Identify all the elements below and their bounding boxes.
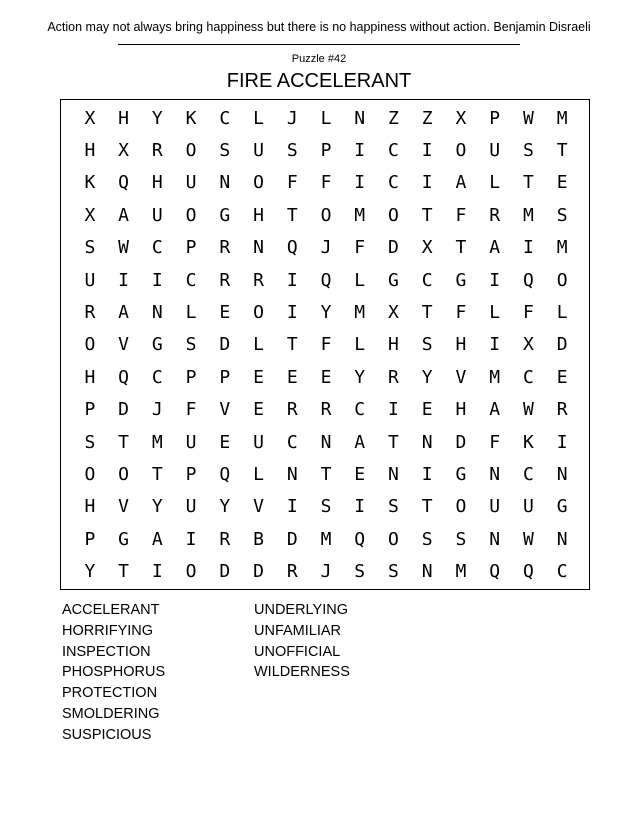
grid-cell: H <box>84 366 96 388</box>
grid-cell: C <box>522 464 534 486</box>
grid-cell: G <box>556 496 568 518</box>
word-list-item: SMOLDERING <box>62 705 160 722</box>
grid-cell: M <box>320 528 332 550</box>
grid-cell: H <box>455 334 467 356</box>
grid-cell: T <box>286 334 298 356</box>
grid-cell: F <box>320 334 332 356</box>
grid-cell: X <box>421 237 433 259</box>
grid-cell: X <box>455 107 467 129</box>
grid-cell: L <box>489 302 501 324</box>
grid-cell: F <box>320 172 332 194</box>
grid-cell: N <box>489 464 501 486</box>
grid-cell: D <box>388 237 399 259</box>
grid-cell: E <box>320 366 332 388</box>
grid-cell: N <box>489 528 501 550</box>
grid-cell: I <box>118 269 129 291</box>
grid-cell: H <box>84 140 96 162</box>
grid-cell: S <box>219 140 231 162</box>
grid-cell: O <box>455 140 467 162</box>
grid-cell: Q <box>286 237 298 259</box>
grid-cell: T <box>118 431 129 453</box>
grid-cell: R <box>286 561 298 583</box>
grid-cell: O <box>185 561 197 583</box>
grid-cell: C <box>185 269 197 291</box>
grid-cell: H <box>118 107 129 129</box>
grid-cell: F <box>286 172 298 194</box>
grid-cell: E <box>253 399 264 421</box>
grid-cell: T <box>421 204 433 226</box>
grid-cell: R <box>219 269 231 291</box>
grid-cell: J <box>151 399 163 421</box>
grid-cell: L <box>489 172 501 194</box>
grid-cell: N <box>421 561 433 583</box>
grid-cell: O <box>253 172 264 194</box>
grid-cell: I <box>354 140 366 162</box>
grid-cell: J <box>286 107 298 129</box>
grid-cell: Q <box>522 269 534 291</box>
grid-cell: O <box>118 464 129 486</box>
grid-cell: H <box>151 172 163 194</box>
grid-cell: S <box>84 431 96 453</box>
grid-cell: U <box>522 496 534 518</box>
grid-cell: W <box>522 107 534 129</box>
grid-cell: D <box>455 431 467 453</box>
grid-cell: S <box>185 334 197 356</box>
grid-cell: K <box>522 431 534 453</box>
grid-cell: Q <box>219 464 231 486</box>
grid-cell: P <box>489 107 501 129</box>
grid-cell: T <box>421 302 433 324</box>
grid-cell: G <box>455 464 467 486</box>
grid-cell: J <box>320 237 332 259</box>
grid-cell: F <box>455 204 467 226</box>
grid-cell: N <box>421 431 433 453</box>
grid-cell: M <box>489 366 501 388</box>
grid-cell: R <box>320 399 332 421</box>
grid-cell: Y <box>151 496 163 518</box>
word-list-item: PHOSPHORUS <box>62 664 166 681</box>
grid-cell: Y <box>320 302 332 324</box>
word-list-item: HORRIFYING <box>62 622 154 639</box>
grid-cell: L <box>253 107 264 129</box>
word-list-item: WILDERNESS <box>254 664 350 681</box>
grid-cell: U <box>185 496 197 518</box>
grid-cell: H <box>84 496 96 518</box>
grid-cell: P <box>185 464 197 486</box>
grid-cell: F <box>522 302 534 324</box>
grid-cell: Y <box>84 561 96 583</box>
grid-cell: O <box>320 204 332 226</box>
grid-cell: A <box>455 172 467 194</box>
grid-cell: T <box>388 431 399 453</box>
grid-cell: R <box>151 140 163 162</box>
grid-cell: U <box>253 431 264 453</box>
grid-cell: I <box>489 334 501 356</box>
grid-cell: R <box>84 302 96 324</box>
grid-cell: C <box>354 399 366 421</box>
grid-cell: F <box>489 431 501 453</box>
grid-cell: G <box>219 204 231 226</box>
word-list-item: UNFAMILIAR <box>254 622 342 639</box>
grid-cell: R <box>489 204 501 226</box>
grid-cell: P <box>219 366 231 388</box>
grid-cell: M <box>354 302 366 324</box>
grid-cell: R <box>253 269 264 291</box>
grid-cell: Y <box>421 366 433 388</box>
grid-cell: C <box>286 431 298 453</box>
grid-cell: I <box>421 172 433 194</box>
grid-cell: S <box>421 528 433 550</box>
grid-cell: E <box>253 366 264 388</box>
grid-cell: K <box>185 107 197 129</box>
grid-cell: S <box>84 237 96 259</box>
grid-cell: X <box>522 334 534 356</box>
grid-cell: I <box>286 302 298 324</box>
grid-cell: V <box>118 334 129 356</box>
grid-cell: R <box>388 366 399 388</box>
grid-cell: W <box>118 237 129 259</box>
grid-cell: U <box>151 204 163 226</box>
grid-cell: F <box>455 302 467 324</box>
word-list-item: UNOFFICIAL <box>254 643 341 660</box>
grid-cell: C <box>421 269 433 291</box>
grid-cell: M <box>354 204 366 226</box>
grid-cell: S <box>320 496 332 518</box>
grid-cell: T <box>286 204 298 226</box>
grid-cell: A <box>354 431 366 453</box>
grid-cell: S <box>388 496 399 518</box>
grid-cell: E <box>286 366 298 388</box>
grid-cell: Q <box>489 561 501 583</box>
grid-cell: Q <box>118 366 129 388</box>
grid-cell: P <box>84 399 96 421</box>
grid-cell: P <box>320 140 332 162</box>
grid-cell: C <box>219 107 231 129</box>
word-list-item: UNDERLYING <box>254 602 348 618</box>
grid-cell: D <box>118 399 129 421</box>
grid-cell: L <box>253 334 264 356</box>
grid-cell: X <box>84 204 96 226</box>
grid-cell: O <box>84 334 96 356</box>
grid-cell: H <box>388 334 399 356</box>
grid-cell: I <box>151 269 163 291</box>
grid-cell: V <box>219 399 231 421</box>
grid-cell: E <box>556 172 568 194</box>
grid-cell: L <box>354 269 366 291</box>
grid-cell: T <box>118 561 129 583</box>
grid-cell: T <box>522 172 534 194</box>
grid-cell: K <box>84 172 96 194</box>
grid-cell: V <box>253 496 264 518</box>
grid-cell: D <box>219 561 231 583</box>
grid-cell: E <box>354 464 366 486</box>
grid-cell: O <box>253 302 264 324</box>
grid-cell: L <box>556 302 568 324</box>
grid-cell: O <box>185 140 197 162</box>
grid-cell: W <box>522 528 534 550</box>
quote-header: Action may not always bring happiness but there is no happiness without action. Benjamin Disraeli <box>47 20 591 34</box>
grid-cell: C <box>388 172 399 194</box>
grid-cell: V <box>455 366 467 388</box>
grid-cell: R <box>219 528 231 550</box>
grid-cell: G <box>455 269 467 291</box>
grid-cell: B <box>253 528 264 550</box>
grid-cell: T <box>421 496 433 518</box>
grid-cell: N <box>219 172 231 194</box>
grid-cell: S <box>522 140 534 162</box>
grid-cell: T <box>556 140 568 162</box>
grid-cell: U <box>489 140 501 162</box>
grid-cell: H <box>455 399 467 421</box>
grid-cell: C <box>522 366 534 388</box>
grid-cell: U <box>185 172 197 194</box>
grid-cell: L <box>185 302 197 324</box>
grid-cell: M <box>522 204 534 226</box>
grid-cell: O <box>388 528 399 550</box>
grid-cell: P <box>84 528 96 550</box>
grid-cell: L <box>320 107 332 129</box>
grid-cell: U <box>185 431 197 453</box>
grid-cell: C <box>556 561 568 583</box>
grid-cell: R <box>219 237 231 259</box>
grid-cell: S <box>421 334 433 356</box>
grid-cell: N <box>354 107 366 129</box>
grid-cell: A <box>118 204 129 226</box>
grid-cell: P <box>185 237 197 259</box>
grid-cell: R <box>556 399 568 421</box>
grid-cell: I <box>286 269 298 291</box>
grid-cell: G <box>151 334 163 356</box>
grid-cell: O <box>556 269 568 291</box>
grid-cell: O <box>455 496 467 518</box>
grid-cell: S <box>388 561 399 583</box>
grid-cell: T <box>320 464 332 486</box>
grid-cell: A <box>489 399 501 421</box>
grid-cell: N <box>556 464 568 486</box>
grid-cell: W <box>522 399 534 421</box>
grid-cell: N <box>556 528 568 550</box>
grid-cell: P <box>185 366 197 388</box>
grid-cell: O <box>388 204 399 226</box>
word-list-column-2 <box>254 600 350 683</box>
grid-cell: I <box>421 464 433 486</box>
grid-cell: T <box>151 464 163 486</box>
header-divider <box>118 44 520 45</box>
grid-cell: U <box>84 269 96 291</box>
grid-cell: H <box>253 204 264 226</box>
grid-cell: I <box>556 431 568 453</box>
grid-cell: A <box>151 528 163 550</box>
grid-cell: F <box>354 237 366 259</box>
grid-cell: E <box>219 431 231 453</box>
grid-cell: Z <box>421 107 433 129</box>
word-list-item: PROTECTION <box>62 685 158 702</box>
puzzle-number: Puzzle #42 <box>291 53 347 65</box>
grid-cell: D <box>253 561 264 583</box>
grid-cell: S <box>455 528 467 550</box>
grid-cell: U <box>253 140 264 162</box>
grid-cell: I <box>286 496 298 518</box>
grid-cell: A <box>118 302 129 324</box>
grid-cell: I <box>354 172 366 194</box>
grid-cell: S <box>286 140 298 162</box>
grid-cell: J <box>320 561 332 583</box>
grid-cell: T <box>455 237 467 259</box>
grid-cell: I <box>185 528 197 550</box>
grid-cell: E <box>219 302 231 324</box>
grid-cell: I <box>421 140 433 162</box>
grid-cell: D <box>556 334 568 356</box>
word-list-column-1 <box>62 600 165 746</box>
grid-cell: U <box>489 496 501 518</box>
grid-cell: M <box>455 561 467 583</box>
grid-cell: O <box>84 464 96 486</box>
word-list-item: INSPECTION <box>62 643 151 660</box>
grid-cell: N <box>151 302 163 324</box>
word-list-item: ACCELERANT <box>62 602 160 618</box>
grid-cell: G <box>118 528 129 550</box>
grid-cell: M <box>556 237 568 259</box>
grid-cell: C <box>151 237 163 259</box>
grid-cell: I <box>522 237 534 259</box>
puzzle-title: FIRE ACCELERANT <box>226 70 412 92</box>
grid-cell: M <box>151 431 163 453</box>
letter-grid <box>73 102 579 588</box>
grid-cell: E <box>421 399 433 421</box>
grid-cell: S <box>354 561 366 583</box>
grid-cell: C <box>388 140 399 162</box>
grid-cell: C <box>151 366 163 388</box>
grid-cell: I <box>489 269 501 291</box>
grid-cell: Y <box>354 366 366 388</box>
grid-cell: Q <box>522 561 534 583</box>
grid-cell: I <box>151 561 163 583</box>
grid-cell: I <box>354 496 366 518</box>
grid-cell: D <box>219 334 231 356</box>
grid-cell: S <box>556 204 568 226</box>
word-list-item: SUSPICIOUS <box>62 726 152 743</box>
grid-cell: M <box>556 107 568 129</box>
grid-cell: I <box>388 399 399 421</box>
grid-cell: V <box>118 496 129 518</box>
grid-cell: Q <box>118 172 129 194</box>
grid-cell: Q <box>354 528 366 550</box>
grid-cell: A <box>489 237 501 259</box>
grid-cell: Q <box>320 269 332 291</box>
grid-cell: D <box>286 528 298 550</box>
grid-cell: O <box>185 204 197 226</box>
grid-cell: N <box>286 464 298 486</box>
grid-cell: F <box>185 399 197 421</box>
grid-cell: L <box>354 334 366 356</box>
grid-cell: L <box>253 464 264 486</box>
grid-cell: G <box>388 269 399 291</box>
grid-cell: Z <box>388 107 399 129</box>
grid-cell: X <box>118 140 129 162</box>
grid-cell: N <box>388 464 399 486</box>
grid-cell: X <box>84 107 96 129</box>
grid-cell: N <box>253 237 264 259</box>
grid-cell: X <box>388 302 399 324</box>
grid-cell: R <box>286 399 298 421</box>
grid-cell: Y <box>151 107 163 129</box>
grid-cell: E <box>556 366 568 388</box>
grid-cell: N <box>320 431 332 453</box>
grid-cell: Y <box>219 496 231 518</box>
